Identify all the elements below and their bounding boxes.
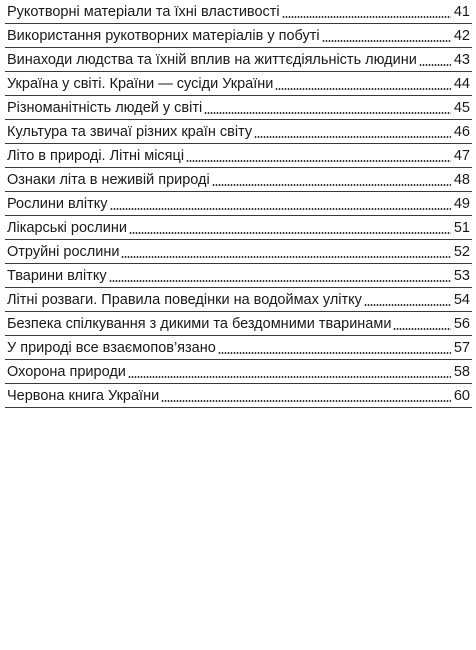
toc-title: Безпека спілкування з дикими та бездомними тваринами [7,316,392,332]
toc-title: Охорона природи [7,364,126,380]
leader-dots [393,328,450,330]
leader-dots [364,304,451,306]
toc-page-number: 60 [453,388,470,404]
toc-page-number: 57 [453,340,470,356]
toc-page-number: 41 [453,4,470,20]
toc-row [5,96,472,120]
toc-page-number: 58 [453,364,470,380]
toc-page-number: 51 [453,220,470,236]
toc-row [5,240,472,264]
toc-page-number: 52 [453,244,470,260]
toc-title: Отруйні рослини [7,244,120,260]
toc-row [5,264,472,288]
toc-page-number: 53 [453,268,470,284]
leader-dots [204,112,451,114]
toc-row [5,312,472,336]
toc-title: Україна у світі. Країни — сусіди України [7,76,274,92]
toc-title: Тварини влітку [7,268,107,284]
toc-title: У природі все взаємопов’язано [7,340,216,356]
leader-dots [186,160,451,162]
leader-dots [419,64,451,66]
toc-page-number: 56 [453,316,470,332]
toc-row [5,384,472,408]
toc-row [5,48,472,72]
toc-row [5,360,472,384]
toc-title: Використання рукотворних матеріалів у побуті [7,28,320,44]
toc-title: Винаходи людства та їхній вплив на життєдіяльність людини [7,52,417,68]
toc-row [5,168,472,192]
leader-dots [212,184,451,186]
leader-dots [218,352,451,354]
leader-dots [109,280,451,282]
toc-title: Культура та звичаї різних країн світу [7,124,253,140]
toc-page-number: 44 [453,76,470,92]
toc-row [5,0,472,24]
toc-title: Різноманітність людей у світі [7,100,203,116]
toc-page-number: 47 [453,148,470,164]
toc-row [5,336,472,360]
toc-page-number: 48 [453,172,470,188]
toc-title: Літні розваги. Правила поведінки на водоймах улітку [7,292,362,308]
toc-row [5,216,472,240]
leader-dots [121,256,450,258]
toc-page-number: 49 [453,196,470,212]
toc-row [5,24,472,48]
toc-row [5,72,472,96]
toc-row [5,288,472,312]
leader-dots [161,400,451,402]
toc-page-number: 45 [453,100,470,116]
leader-dots [254,136,451,138]
toc-title: Літо в природі. Літні місяці [7,148,185,164]
toc-page-number: 46 [453,124,470,140]
leader-dots [128,376,451,378]
table-of-contents [5,0,472,408]
toc-row [5,120,472,144]
leader-dots [110,208,451,210]
leader-dots [275,88,450,90]
toc-page-number: 54 [453,292,470,308]
toc-title: Лікарські рослини [7,220,127,236]
leader-dots [322,40,451,42]
toc-title: Рукотворні матеріали та їхні властивості [7,4,280,20]
leader-dots [282,16,451,18]
toc-title: Рослини влітку [7,196,108,212]
toc-title: Ознаки літа в неживій природі [7,172,210,188]
leader-dots [129,232,451,234]
toc-row [5,144,472,168]
toc-page-number: 42 [453,28,470,44]
toc-row [5,192,472,216]
toc-page-number: 43 [453,52,470,68]
toc-title: Червона книга України [7,388,160,404]
